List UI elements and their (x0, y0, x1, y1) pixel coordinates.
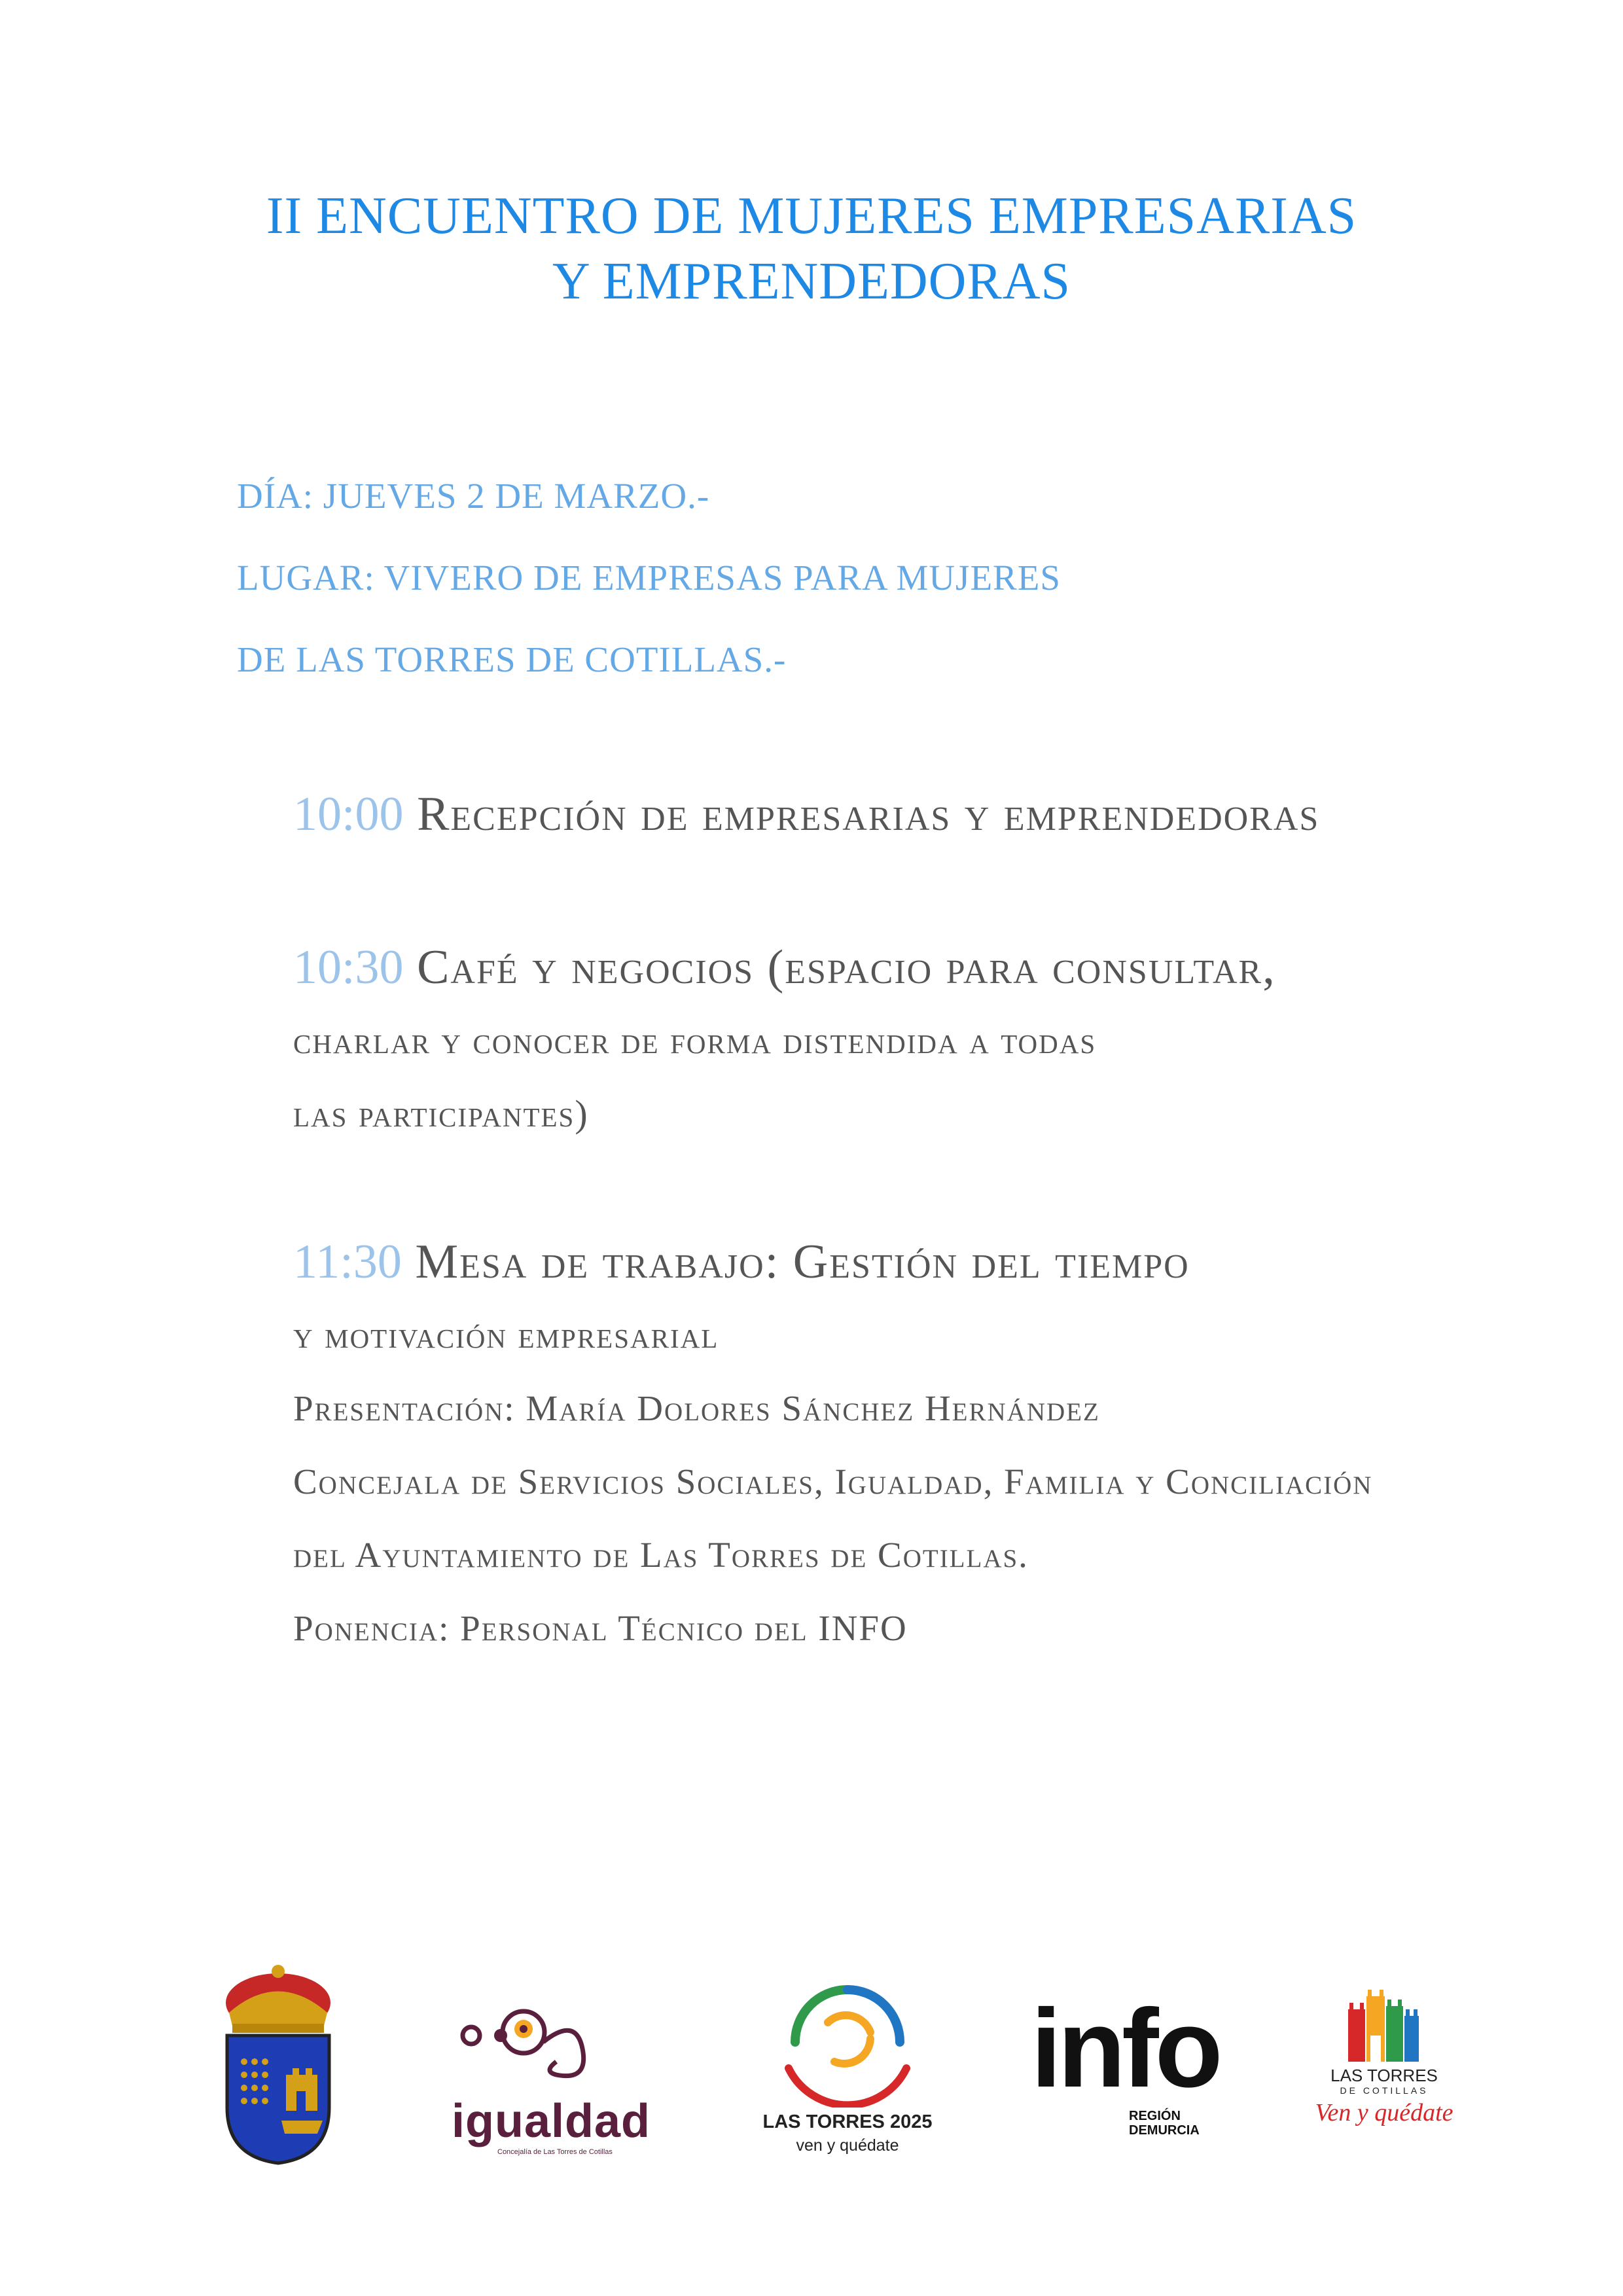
speaker: Ponencia: Personal Técnico del INFO (293, 1608, 908, 1648)
info-wordmark: info (1031, 1986, 1219, 2111)
agenda-item-1000 (293, 778, 1319, 851)
info-region-label-2: DEMURCIA (1129, 2123, 1200, 2138)
las-torres-2025-wordmark: LAS TORRES 2025 (762, 2111, 933, 2132)
igualdad-wordmark: igualdad (452, 2095, 651, 2147)
agenda-text: Café y negocios (espacio para consultar, (417, 941, 1276, 994)
las-torres-2025-tagline: ven y quédate (796, 2136, 899, 2155)
title-line-1: II ENCUENTRO DE MUJERES EMPRESARIAS (266, 187, 1357, 245)
event-details (237, 455, 1061, 700)
document-title (0, 183, 1623, 314)
agenda-time: 10:00 (293, 787, 404, 841)
agenda-item-1030 (293, 931, 1276, 1151)
event-place-line-1: LUGAR: VIVERO DE EMPRESAS PARA MUJERES (237, 558, 1061, 598)
agenda-time: 10:30 (293, 941, 404, 994)
agenda-text: charlar y conocer de forma distendida a todas (293, 1019, 1097, 1062)
title-line-2: Y EMPRENDEDORAS (552, 253, 1071, 310)
las-torres-2025-logo (743, 1970, 952, 2166)
agenda-text: Mesa de trabajo: Gestión del tiempo (415, 1235, 1190, 1289)
las-torres-tagline: Ven y quédate (1315, 2099, 1454, 2126)
igualdad-logo (452, 1996, 651, 2156)
presenter-role: Concejala de Servicios Sociales, Igualdad, Familia y Conciliación (293, 1462, 1373, 1501)
agenda-time: 11:30 (293, 1235, 402, 1289)
agenda-text: las participantes) (293, 1092, 589, 1135)
info-region-label-1: REGIÓN (1129, 2109, 1181, 2123)
info-region-murcia-logo (1031, 1986, 1227, 2153)
agenda-text: y motivación empresarial (293, 1314, 719, 1356)
sponsor-logos (0, 1950, 1623, 2186)
igualdad-caption: Concejalía de Las Torres de Cotillas (497, 2148, 613, 2156)
las-torres-wordmark: LAS TORRES (1330, 2066, 1438, 2085)
agenda-text: Recepción de empresarias y emprendedoras (417, 787, 1320, 841)
event-place-line-2: DE LAS TORRES DE COTILLAS.- (237, 639, 787, 679)
las-torres-cotillas-logo (1309, 1990, 1459, 2173)
coat-of-arms-logo (219, 1964, 337, 2166)
presenter: Presentación: María Dolores Sánchez Hernández (293, 1388, 1100, 1428)
agenda-item-1130 (293, 1225, 1372, 1665)
las-torres-sub: DE COTILLAS (1340, 2085, 1429, 2096)
event-day: DÍA: JUEVES 2 DE MARZO.- (237, 476, 710, 516)
presenter-organization: del Ayuntamiento de Las Torres de Cotillas. (293, 1535, 1029, 1575)
